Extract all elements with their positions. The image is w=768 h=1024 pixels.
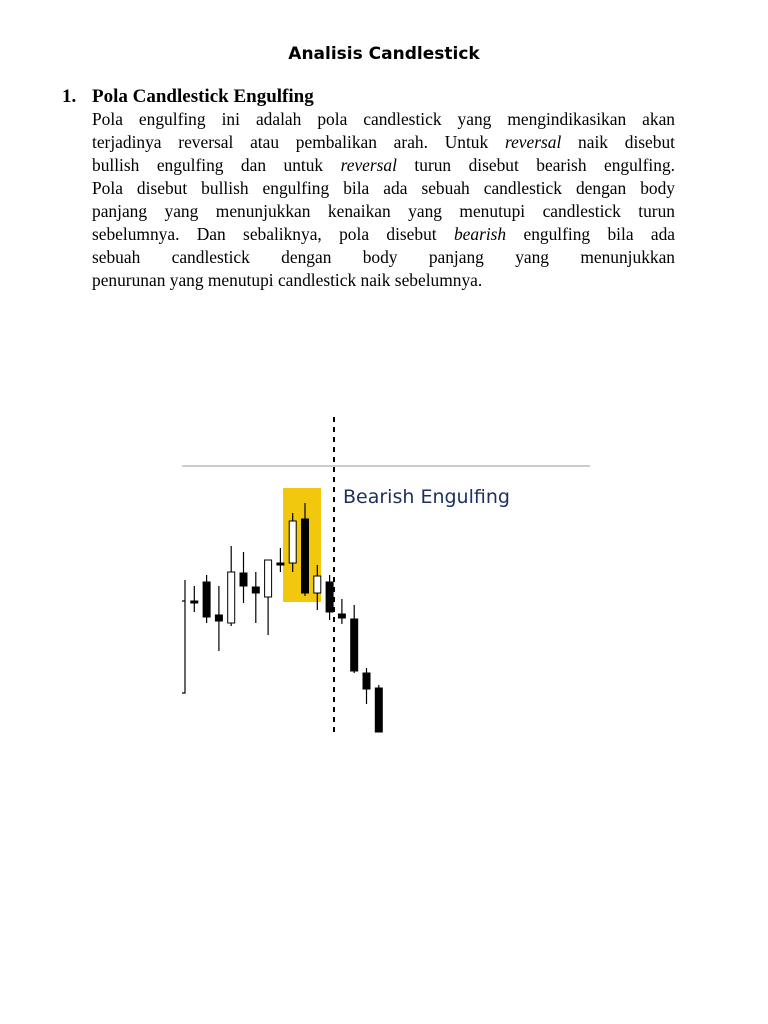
document-title: Analisis Candlestick (288, 44, 480, 64)
section-paragraph (92, 108, 675, 292)
paragraph-line (92, 223, 675, 246)
paragraph-line (92, 246, 675, 269)
candle-bullish (265, 560, 272, 597)
paragraph-text: engulfing bila ada (506, 224, 675, 244)
paragraph-line (92, 200, 675, 223)
candle-bearish (302, 519, 309, 593)
paragraph-line (92, 177, 675, 200)
candle-bearish (252, 587, 259, 593)
paragraph-text: panjang yang menunjukkan kenaikan yang menutupi candlestick turun (92, 201, 675, 221)
candle-bearish (240, 573, 247, 586)
paragraph-emphasis: reversal (340, 155, 397, 175)
paragraph-text: Pola disebut bullish engulfing bila ada sebuah candlestick dengan body (92, 178, 675, 198)
candle-bearish (277, 563, 284, 565)
paragraph-line (92, 108, 675, 131)
bearish-engulfing-label: Bearish Engulfing (343, 486, 510, 508)
candle-partial (182, 580, 185, 693)
paragraph-text: Pola engulfing ini adalah pola candlestick yang mengindikasikan akan (92, 109, 675, 129)
paragraph-line (92, 269, 675, 292)
paragraph-text: terjadinya reversal atau pembalikan arah. Untuk (92, 132, 505, 152)
paragraph-text: sebuah candlestick dengan body panjang yang menunjukkan (92, 247, 675, 267)
paragraph-emphasis: reversal (504, 132, 562, 152)
candle-bearish (338, 614, 345, 618)
candle-bearish (363, 673, 370, 689)
candle-bearish (203, 582, 210, 617)
candle-bullish (289, 521, 296, 563)
section-heading-text: Pola Candlestick Engulfing (92, 86, 314, 107)
paragraph-text: penurunan yang menutupi candlestick naik sebelumnya. (92, 270, 483, 290)
paragraph-text: turun disebut bearish engulfing. (396, 155, 675, 175)
candlestick-figure (180, 415, 590, 735)
candle-bearish (191, 601, 198, 603)
candle-bearish (326, 582, 333, 612)
candle-bearish (375, 688, 382, 732)
candle-bearish (351, 619, 358, 671)
section-heading (62, 86, 314, 108)
candlestick-chart (180, 415, 590, 735)
candles-group (182, 503, 382, 732)
section-number: 1. (62, 86, 77, 107)
paragraph-text: naik disebut (561, 132, 675, 152)
candle-bearish (215, 615, 222, 621)
candle-bullish (314, 576, 321, 593)
candle-bullish (228, 572, 235, 623)
paragraph-text: bullish engulfing dan untuk (92, 155, 341, 175)
paragraph-text: sebelumnya. Dan sebaliknya, pola disebut (92, 224, 454, 244)
paragraph-line (92, 154, 675, 177)
paragraph-line (92, 131, 675, 154)
paragraph-emphasis: bearish (453, 224, 507, 244)
